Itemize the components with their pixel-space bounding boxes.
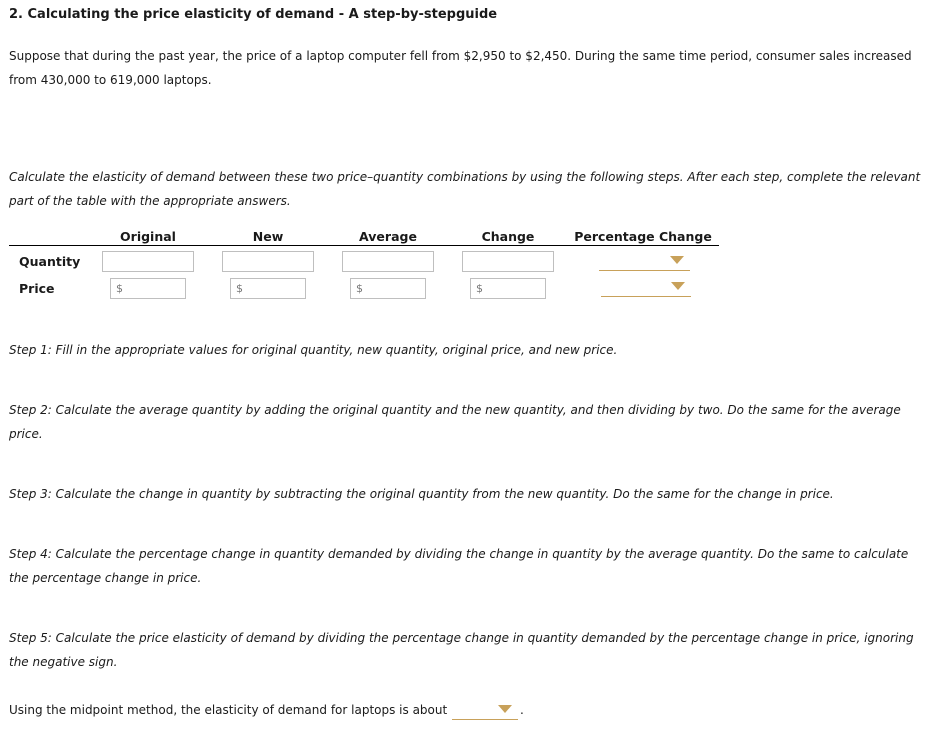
- step-1: [9, 338, 924, 362]
- step-2-line-2: price.: [9, 427, 43, 441]
- intro-line-2: from 430,000 to 619,000 laptops.: [9, 73, 212, 87]
- dollar-prefix: $: [476, 282, 483, 295]
- dollar-prefix: $: [236, 282, 243, 295]
- quantity-percentage-change-dropdown[interactable]: [599, 251, 690, 271]
- chevron-down-icon: [670, 256, 684, 264]
- step-4: [9, 542, 924, 590]
- step-2: [9, 398, 924, 446]
- intro-line-1: Suppose that during the past year, the price of a laptop computer fell from $2,950 to $2,450. During the same time period, consumer sales increased: [9, 49, 912, 63]
- quantity-new-input[interactable]: [222, 251, 314, 272]
- page-title: 2. Calculating the price elasticity of demand - A step-by-stepguide: [9, 7, 498, 22]
- col-header-change: Change: [481, 229, 535, 244]
- intro-paragraph: [9, 44, 924, 92]
- step-5: [9, 626, 924, 674]
- step-1-line-1: Step 1: Fill in the appropriate values for original quantity, new quantity, original price, and new price.: [9, 343, 618, 357]
- col-header-original: Original: [120, 229, 176, 244]
- step-2-line-1: Step 2: Calculate the average quantity by adding the original quantity and the new quantity, and then dividing by two. Do the same for the average: [9, 403, 901, 417]
- price-average-input[interactable]: [350, 278, 426, 299]
- price-change-input[interactable]: [470, 278, 546, 299]
- instructions-line-1: Calculate the elasticity of demand between these two price–quantity combinations by using the following steps. After each step, complete the relevant: [9, 170, 921, 184]
- step-5-line-2: the negative sign.: [9, 655, 118, 669]
- dollar-prefix: $: [116, 282, 123, 295]
- row-label-quantity: Quantity: [19, 254, 81, 269]
- col-header-new: New: [252, 229, 284, 244]
- conclusion-period: .: [520, 703, 524, 717]
- step-4-line-2: the percentage change in price.: [9, 571, 202, 585]
- elasticity-dropdown[interactable]: [452, 700, 518, 720]
- step-5-line-1: Step 5: Calculate the price elasticity of demand by dividing the percentage change in quantity demanded by the percentage change in price, ignoring: [9, 631, 914, 645]
- step-3-line-1: Step 3: Calculate the change in quantity by subtracting the original quantity from the new quantity. Do the same for the change in price.: [9, 487, 834, 501]
- quantity-original-input[interactable]: [102, 251, 194, 272]
- chevron-down-icon: [498, 705, 512, 713]
- price-new-input[interactable]: [230, 278, 306, 299]
- col-header-percentage-change: Percentage Change: [574, 229, 712, 244]
- instructions-paragraph: [9, 165, 927, 213]
- row-label-price: Price: [19, 281, 55, 296]
- price-original-input[interactable]: [110, 278, 186, 299]
- table-header-divider: [9, 245, 719, 246]
- col-header-average: Average: [359, 229, 417, 244]
- price-percentage-change-dropdown[interactable]: [601, 277, 691, 297]
- conclusion-text: Using the midpoint method, the elasticity of demand for laptops is about: [9, 703, 448, 717]
- quantity-average-input[interactable]: [342, 251, 434, 272]
- chevron-down-icon: [671, 282, 685, 290]
- step-4-line-1: Step 4: Calculate the percentage change in quantity demanded by dividing the change in quantity by the average quantity. Do the same to calculate: [9, 547, 909, 561]
- quantity-change-input[interactable]: [462, 251, 554, 272]
- step-3: [9, 482, 924, 506]
- instructions-line-2: part of the table with the appropriate answers.: [9, 194, 291, 208]
- dollar-prefix: $: [356, 282, 363, 295]
